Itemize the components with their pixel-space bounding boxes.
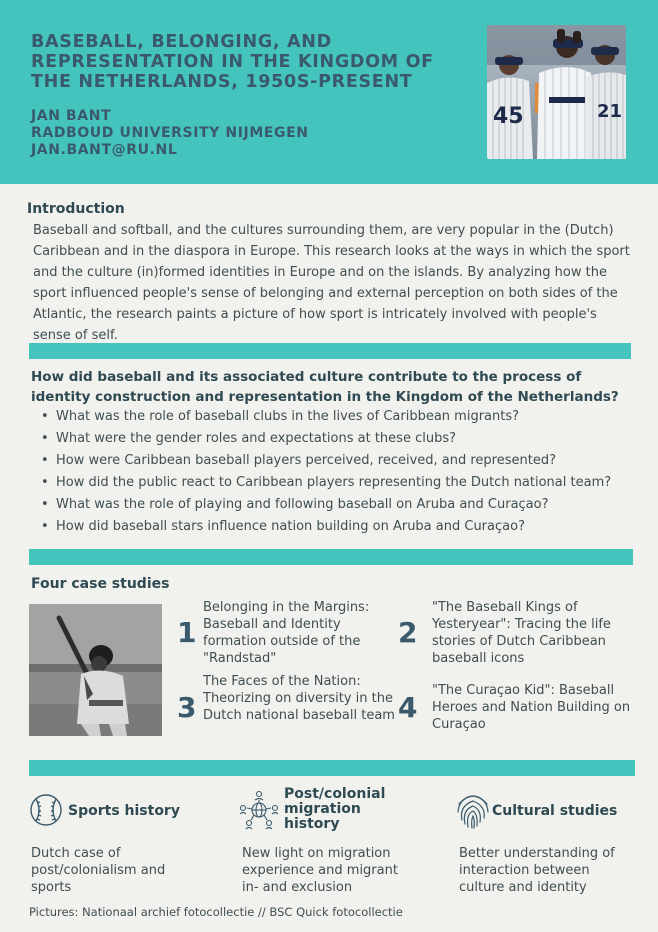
bullet-dot: • xyxy=(41,519,49,534)
bullet-dot: • xyxy=(41,431,49,446)
field-title-sports-history: Sports history xyxy=(68,803,180,819)
bullet-dot: • xyxy=(41,409,49,424)
jersey-number-left: 45 xyxy=(493,104,524,129)
photo-credit: Pictures: Nationaal archief fotocollectie // BSC Quick fotocollectie xyxy=(29,905,403,919)
field-title-cultural-studies: Cultural studies xyxy=(492,803,618,819)
poster-title: BASEBALL, BELONGING, AND REPRESENTATION IN THE KINGDOM OF THE NETHERLANDS, 1950S-PRESENT xyxy=(31,32,434,92)
bullet-dot: • xyxy=(41,497,49,512)
author-block xyxy=(31,108,451,159)
field-text-migration-history: New light on migration experience and migrant in- and exclusion xyxy=(242,846,398,895)
bullet-dot: • xyxy=(41,453,49,468)
baseball-icon xyxy=(29,793,63,831)
list-item xyxy=(38,517,618,537)
author-email: JAN.BANT@RU.NL xyxy=(31,142,178,158)
divider-band-2 xyxy=(29,549,633,565)
case-text-2: "The Baseball Kings of Yesteryear": Tracing the life stories of Dutch Caribbean baseball icons xyxy=(432,600,611,666)
header-banner xyxy=(0,0,658,184)
field-text-cultural-studies: Better understanding of interaction between culture and identity xyxy=(459,846,615,895)
jersey-number-right: 21 xyxy=(597,101,623,122)
migration-network-icon xyxy=(239,790,279,834)
subquestion-text: What was the role of playing and following baseball on Aruba and Curaçao? xyxy=(56,497,549,512)
case-text-1: Belonging in the Margins: Baseball and Identity formation outside of the "Randstad" xyxy=(203,600,370,666)
bullet-dot: • xyxy=(41,475,49,490)
case-text-3: The Faces of the Nation: Theorizing on diversity in the Dutch national baseball team xyxy=(203,674,395,723)
subquestion-text: How were Caribbean baseball players perceived, received, and represented? xyxy=(56,453,556,468)
case-number-1: 1 xyxy=(177,616,197,649)
case-number-3: 3 xyxy=(177,691,197,724)
case-studies-heading: Four case studies xyxy=(31,576,170,592)
intro-heading: Introduction xyxy=(27,201,125,217)
case-number-4: 4 xyxy=(398,691,418,724)
subquestion-text: What was the role of baseball clubs in the lives of Caribbean migrants? xyxy=(56,409,520,424)
list-item xyxy=(38,473,618,493)
field-text-sports-history: Dutch case of post/colonialism and sports xyxy=(31,846,166,895)
list-item xyxy=(38,407,618,427)
header-photo-baseball-players xyxy=(487,25,626,159)
divider-band-1 xyxy=(29,343,631,359)
list-item xyxy=(38,429,618,449)
subquestion-list xyxy=(38,407,618,539)
intro-paragraph: Baseball and softball, and the cultures surrounding them, are very popular in the (Dutch) Caribbean and in the diaspora in Europe. This research looks at the ways in which the sport and the culture (in)formed identities in Europe and on the islands. By analyzing how the sport influenced people's sense of belonging and external perception on both sides of the Atlantic, the research paints a picture of how sport is intricately involved with people's sense of self. xyxy=(33,223,630,343)
author-affiliation: RADBOUD UNIVERSITY NIJMEGEN xyxy=(31,125,309,141)
field-title-migration-history: Post/colonial migration history xyxy=(284,786,386,832)
fingerprint-icon xyxy=(455,790,491,834)
subquestion-text: What were the gender roles and expectations at these clubs? xyxy=(56,431,456,446)
case-number-2: 2 xyxy=(398,616,418,649)
subquestion-text: How did baseball stars influence nation building on Aruba and Curaçao? xyxy=(56,519,525,534)
case-text-4: "The Curaçao Kid": Baseball Heroes and Nation Building on Curaçao xyxy=(432,683,631,732)
list-item xyxy=(38,495,618,515)
subquestion-text: How did the public react to Caribbean players representing the Dutch national team? xyxy=(56,475,612,490)
research-question: How did baseball and its associated culture contribute to the process of identity construction and representation in the Kingdom of the Netherlands? xyxy=(31,369,619,405)
divider-band-3 xyxy=(29,760,635,776)
list-item xyxy=(38,451,618,471)
batter-photo xyxy=(29,604,162,736)
author-name: JAN BANT xyxy=(31,108,112,124)
